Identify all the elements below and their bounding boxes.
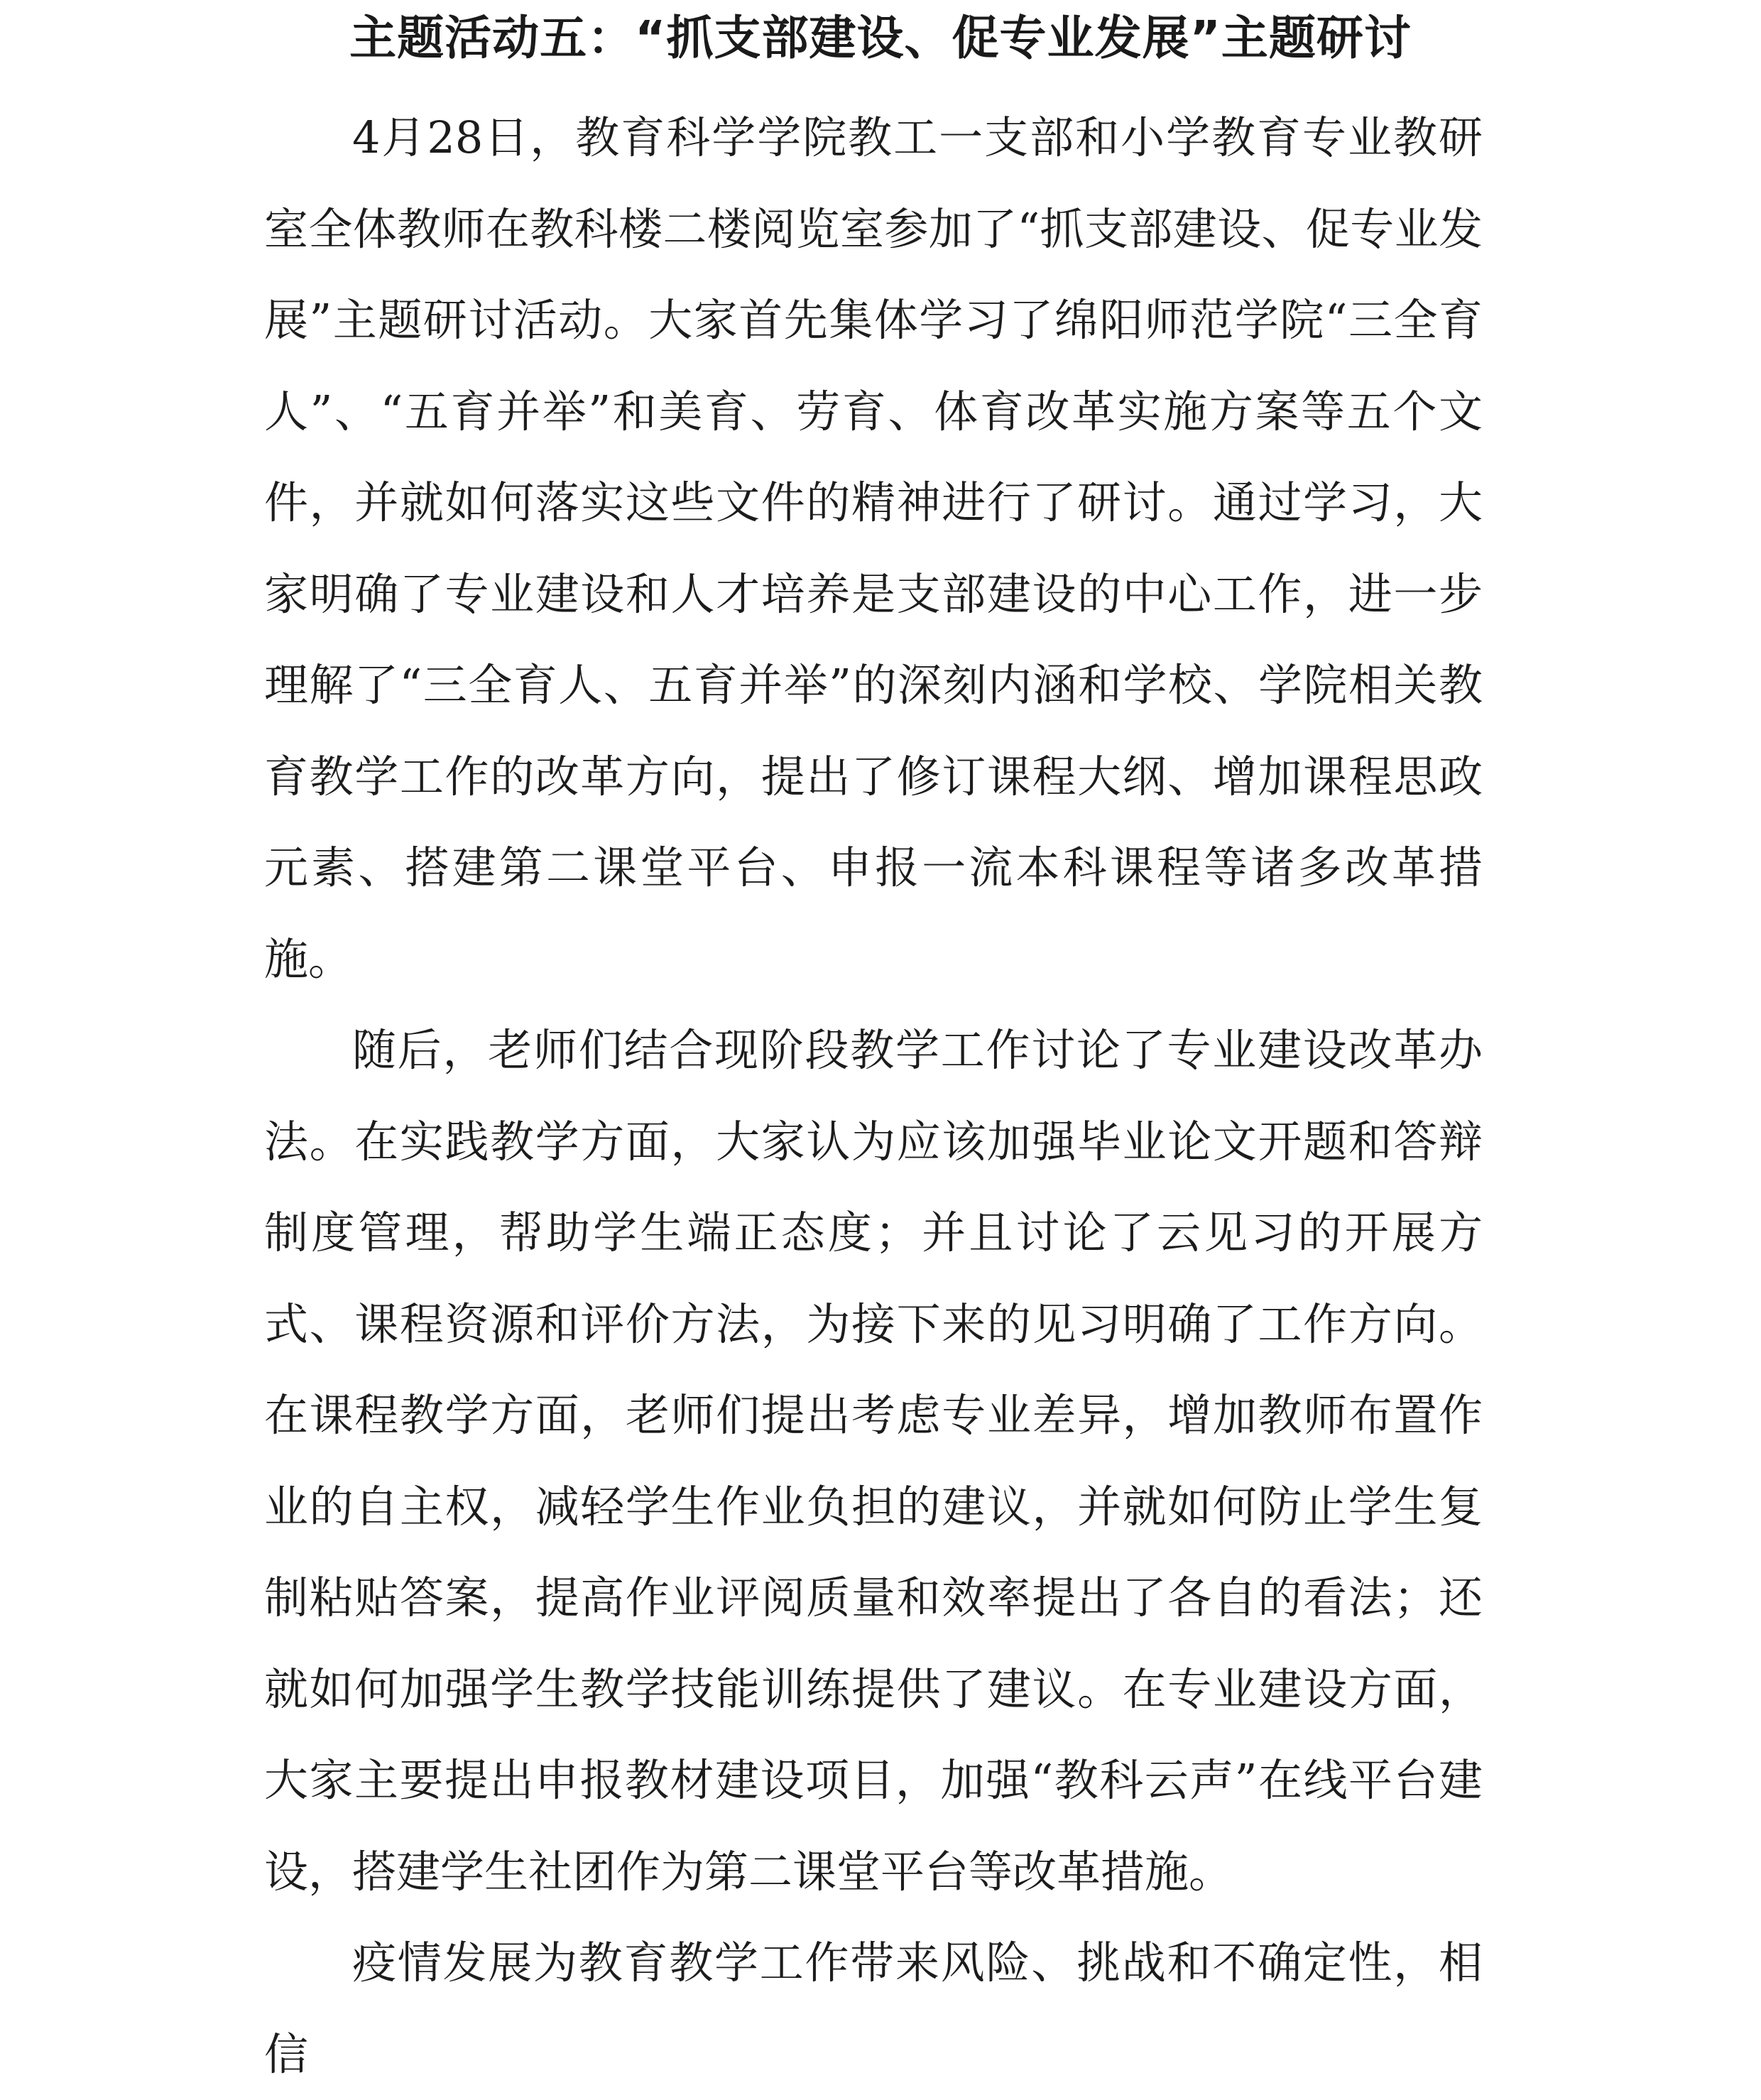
document-title: 主题活动五：“抓支部建设、促专业发展”主题研讨 [349, 11, 1412, 65]
paragraph-2: 随后，老师们结合现阶段教学工作讨论了专业建设改革办法。在实践教学方面，大家认为应该加强毕业论文开题和答辩制度管理，帮助学生端正态度；并且讨论了云见习的开展方式、课程资源和评价方法，为接下来的见习明确了工作方向。在课程教学方面，老师们提出考虑专业差异，增加教师布置作业的自主权，减轻学生作业负担的建议，并就如何防止学生复制粘贴答案，提高作业评阅质量和效率提出了各自的看法；还就如何加强学生教学技能训练提供了建议。在专业建设方面，大家主要提出申报教材建设项目，加强“教科云声”在线平台建设，搭建学生社团作为第二课堂平台等改革措施。 [264, 1024, 1483, 1898]
document-body [264, 92, 1483, 2100]
paragraph-3: 疫情发展为教育教学工作带来风险、挑战和不确定性，相信 [264, 1937, 1483, 2080]
paragraph-1: 4月28日，教育科学学院教工一支部和小学教育专业教研室全体教师在教科楼二楼阅览室参加了“抓支部建设、促专业发展”主题研讨活动。大家首先集体学习了绵阳师范学院“三全育人”、“五育并举”和美育、劳育、体育改革实施方案等五个文件，并就如何落实这些文件的精神进行了研讨。通过学习，大家明确了专业建设和人才培养是支部建设的中心工作，进一步理解了“三全育人、五育并举”的深刻内涵和学校、学院相关教育教学工作的改革方向，提出了修订课程大纲、增加课程思政元素、搭建第二课堂平台、申报一流本科课程等诸多改革措施。 [264, 111, 1483, 985]
